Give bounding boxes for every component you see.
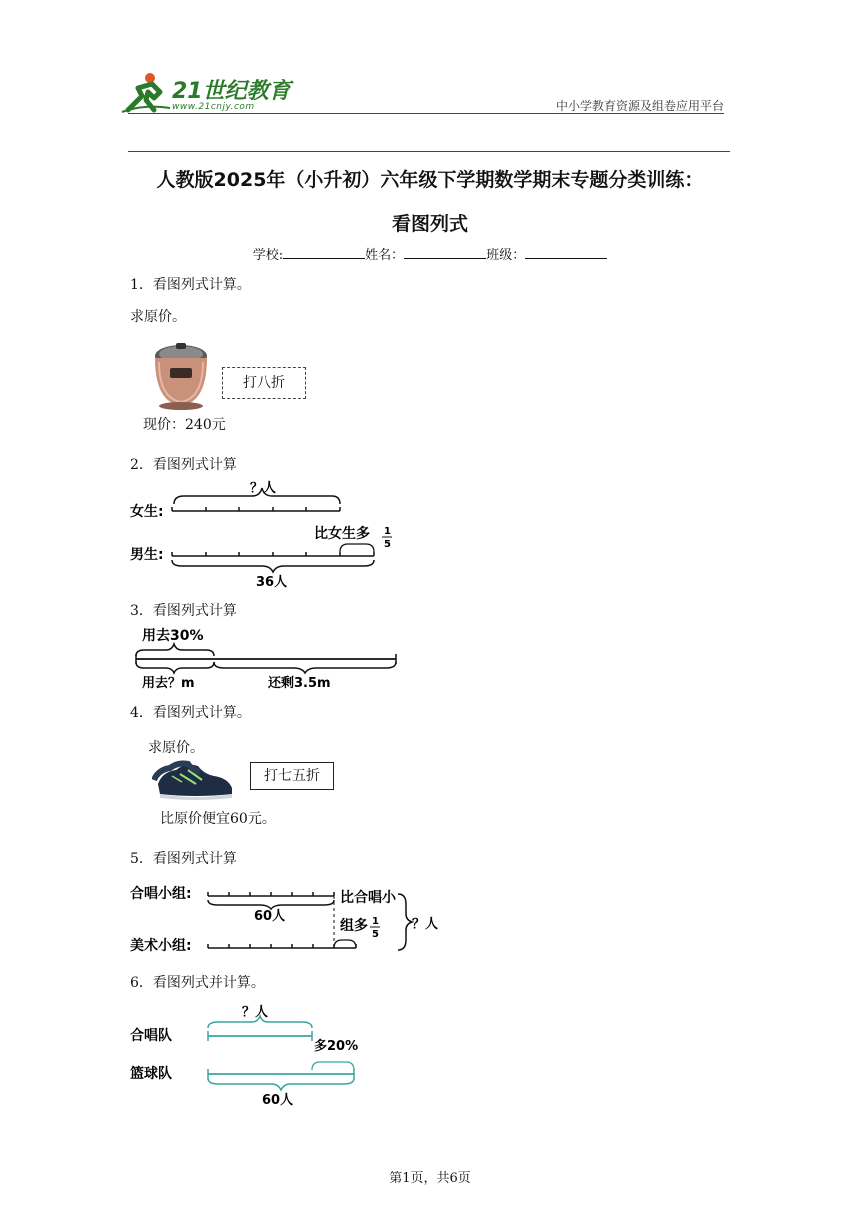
fraction-denominator: 5 (384, 539, 391, 550)
basketball-team-label: 篮球队 (130, 1066, 172, 1082)
more-than-choir-line1: 比合唱小 (340, 890, 396, 906)
choir-brace (208, 900, 334, 909)
discount-box-75: 打七五折 (250, 762, 334, 790)
girls-label: 女生: (130, 504, 164, 520)
title-divider (128, 151, 730, 152)
sneakers-image (152, 754, 238, 802)
question-5-label: 5．看图列式计算 (130, 851, 237, 867)
choir-art-diagram (128, 872, 448, 962)
question-2-label: 2．看图列式计算 (130, 457, 237, 473)
class-blank[interactable] (525, 246, 607, 259)
basketball-brace (208, 1078, 354, 1090)
more-percent-label: 多20% (314, 1039, 359, 1054)
school-label: 学校: (252, 248, 284, 263)
header-platform-text: 中小学教育资源及组卷应用平台 (555, 99, 724, 113)
basketball-total-label: 60人 (262, 1093, 294, 1108)
name-label: 姓名： (365, 248, 405, 263)
current-price-caption: 现价：240元 (143, 417, 226, 433)
fraction-numerator: 1 (372, 916, 379, 927)
name-blank[interactable] (404, 246, 486, 259)
used-question-label: 用去？m (142, 676, 195, 691)
rope-diagram (128, 624, 408, 694)
page-title: 人教版2025年（小升初）六年级下学期数学期末专题分类训练： (156, 169, 704, 191)
cheaper-caption: 比原价便宜60元。 (160, 811, 276, 827)
boys-total-label: 36人 (256, 575, 288, 590)
logo-url: www.21cnjy.com (172, 102, 255, 112)
remain-brace (214, 662, 396, 673)
choir-group-label: 合唱小组: (130, 886, 192, 902)
used-percent-label: 用去30% (142, 628, 204, 644)
art-group-label: 美术小组: (130, 938, 192, 954)
question-4-label: 4．看图列式计算。 (130, 705, 251, 721)
choir-brace (208, 1016, 312, 1028)
more-than-girls-label: 比女生多 (314, 526, 370, 542)
choir-unknown-label: ？人 (242, 1005, 269, 1020)
more-than-choir-line2: 组多 (340, 918, 368, 934)
runner-logo-icon (120, 70, 172, 116)
used-bottom-brace (136, 662, 214, 673)
extra-brace (334, 940, 356, 948)
choir-team-label: 合唱队 (130, 1028, 172, 1044)
choir-basketball-diagram (128, 998, 388, 1108)
question-6-label: 6．看图列式并计算。 (130, 975, 265, 991)
page-subtitle: 看图列式 (391, 213, 468, 235)
extra-brace (312, 1062, 354, 1070)
extra-brace (340, 544, 374, 552)
school-blank[interactable] (283, 246, 365, 259)
girls-boys-diagram (128, 474, 408, 592)
choir-value-label: 60人 (254, 909, 286, 924)
question-3-label: 3．看图列式计算 (130, 603, 237, 619)
discount-box-80: 打八折 (222, 367, 306, 399)
question-4-prompt: 求原价。 (148, 740, 204, 756)
remain-label: 还剩3.5m (268, 676, 331, 691)
total-unknown-label: ？人 (412, 917, 439, 932)
used-top-brace (136, 644, 214, 656)
page-footer: 第1页，共6页 (389, 1171, 471, 1186)
logo-text: 21世纪教育 (172, 79, 291, 104)
fraction-denominator: 5 (372, 929, 379, 940)
boys-brace (172, 560, 374, 572)
total-brace (398, 894, 412, 950)
fraction-numerator: 1 (384, 526, 391, 537)
rice-cooker-image (150, 340, 212, 412)
question-1-prompt: 求原价。 (130, 309, 186, 325)
class-label: 班级： (486, 248, 526, 263)
student-info (0, 244, 860, 263)
question-1-label: 1．看图列式计算。 (130, 277, 251, 293)
girls-unknown-label: ？人 (250, 481, 277, 496)
header-divider (128, 113, 724, 114)
boys-label: 男生: (130, 547, 164, 563)
